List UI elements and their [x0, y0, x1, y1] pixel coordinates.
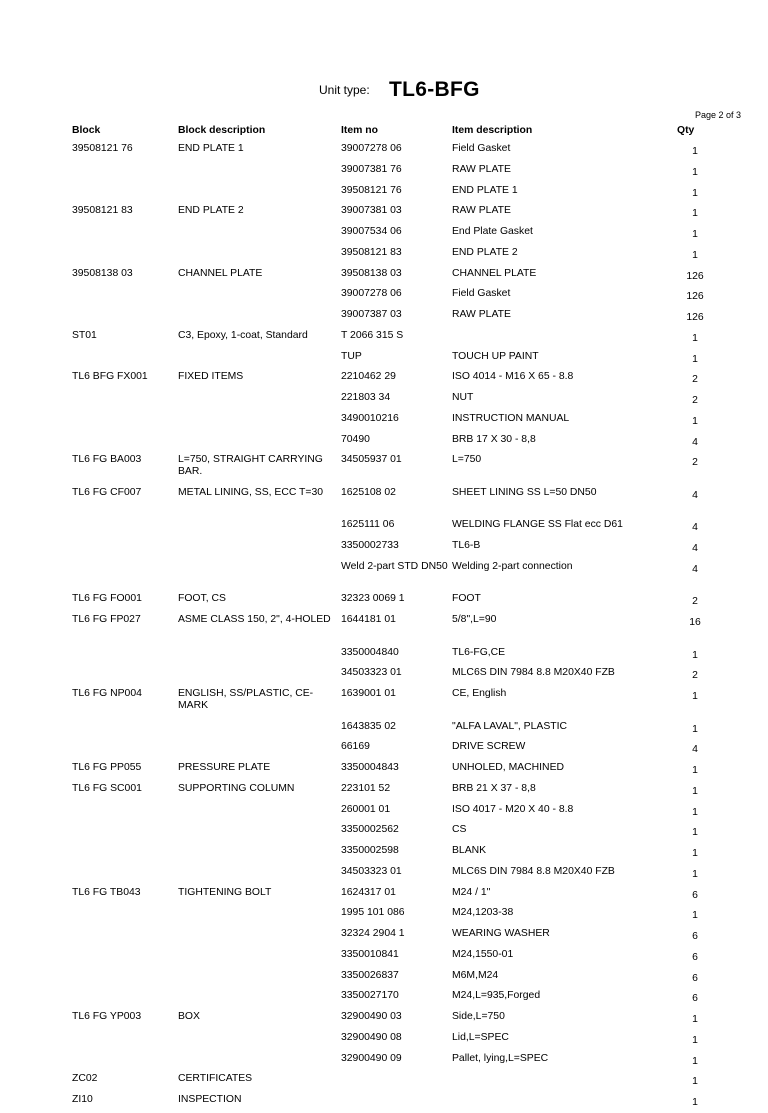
page-number: Page 2 of 3	[694, 110, 741, 120]
qty-cell: 6	[692, 972, 698, 984]
block-description-cell	[178, 224, 341, 245]
block-cell: TL6 FG FP027	[72, 614, 141, 625]
qty-cell: 126	[686, 312, 704, 323]
item-no-cell: T 2066 315 S	[341, 329, 404, 341]
block-description-cell	[178, 286, 341, 307]
block-cell	[72, 245, 178, 266]
qty-cell: 1	[692, 785, 698, 797]
qty-cell: 1	[692, 1014, 698, 1025]
qty-cell: 126	[686, 270, 704, 282]
table-row	[72, 1092, 724, 1113]
block-cell: TL6 FG YP003	[72, 1011, 142, 1022]
table-row	[72, 1071, 724, 1092]
block-cell: TL6 BFG FX001	[72, 371, 148, 383]
table-row	[72, 538, 724, 559]
block-description-cell: ENGLISH, SS/PLASTIC, CE-MARK	[178, 688, 314, 711]
item-no-cell: 1624317 01	[341, 886, 396, 898]
block-cell: 39508138 03	[72, 267, 133, 279]
block-cell: ZC02	[72, 1073, 98, 1085]
item-no-cell: 1644181 01	[341, 614, 396, 625]
item-description-cell	[452, 1092, 666, 1113]
block-cell	[72, 665, 178, 686]
qty-cell: 1	[692, 1055, 698, 1067]
qty-cell: 1	[692, 249, 698, 261]
item-description-cell: TL6-B	[452, 540, 481, 551]
item-no-cell: 223101 52	[341, 782, 391, 794]
table-row	[72, 645, 724, 666]
item-no-cell: 1995 101 086	[341, 907, 405, 919]
item-description-cell: WEARING WASHER	[452, 928, 550, 939]
block-description-cell	[178, 719, 341, 740]
table-row	[72, 559, 724, 592]
block-description-cell	[178, 905, 341, 926]
qty-cell: 4	[692, 489, 698, 501]
item-description-cell: "ALFA LAVAL", PLASTIC	[452, 720, 567, 732]
qty-cell: 1	[692, 910, 698, 922]
block-cell	[72, 645, 178, 666]
item-description-cell: M24,L=935,Forged	[452, 990, 541, 1002]
qty-cell: 1	[692, 208, 698, 220]
item-no-cell: 34503323 01	[341, 865, 402, 877]
block-description-cell	[178, 645, 341, 666]
block-cell	[72, 947, 178, 968]
item-description-cell: INSTRUCTION MANUAL	[452, 412, 570, 424]
block-description-cell	[178, 411, 341, 432]
column-header-block: Block	[72, 125, 101, 136]
qty-cell: 1	[692, 848, 698, 859]
item-description-cell: 5/8",L=90	[452, 614, 497, 625]
table-row	[72, 349, 724, 370]
qty-cell: 1	[692, 691, 698, 702]
block-cell	[72, 739, 178, 760]
block-cell	[72, 162, 178, 183]
table-row	[72, 843, 724, 864]
table-row	[72, 328, 724, 349]
table-row	[72, 183, 724, 204]
block-cell	[72, 802, 178, 823]
block-cell	[72, 1030, 178, 1051]
table-row	[72, 905, 724, 926]
block-cell	[72, 390, 178, 411]
block-cell	[72, 822, 178, 843]
table-row	[72, 864, 724, 885]
block-cell: TL6 FG CF007	[72, 486, 142, 498]
qty-cell: 1	[692, 415, 698, 427]
block-description-cell	[178, 245, 341, 266]
item-description-cell: ISO 4014 - M16 X 65 - 8.8	[452, 371, 574, 383]
qty-cell: 6	[692, 993, 698, 1005]
block-description-cell: TIGHTENING BOLT	[178, 886, 272, 898]
qty-cell: 1	[692, 1034, 698, 1046]
qty-cell: 2	[692, 374, 698, 386]
block-description-cell	[178, 968, 341, 989]
qty-cell: 1	[692, 353, 698, 365]
block-description-cell	[178, 802, 341, 823]
block-cell	[72, 307, 178, 328]
table-row	[72, 390, 724, 411]
item-description-cell: DRIVE SCREW	[452, 741, 526, 753]
block-description-cell	[178, 988, 341, 1009]
table-row	[72, 591, 724, 612]
table-row	[72, 988, 724, 1009]
block-description-cell: FOOT, CS	[178, 593, 226, 605]
qty-cell: 16	[689, 617, 701, 628]
table-row	[72, 686, 724, 719]
block-description-cell	[178, 739, 341, 760]
block-cell	[72, 538, 178, 559]
table-row	[72, 1051, 724, 1072]
item-description-cell: Welding 2-part connection	[452, 560, 573, 572]
block-description-cell	[178, 665, 341, 686]
item-no-cell: 39508121 83	[341, 246, 402, 258]
item-description-cell: Lid,L=SPEC	[452, 1031, 509, 1043]
item-no-cell: 3350004840	[341, 646, 399, 658]
block-cell	[72, 1051, 178, 1072]
block-cell: TL6 FG NP004	[72, 688, 142, 699]
item-no-cell	[341, 1071, 452, 1092]
block-description-cell: FIXED ITEMS	[178, 371, 244, 383]
qty-cell: 2	[692, 395, 698, 406]
block-description-cell: METAL LINING, SS, ECC T=30	[178, 486, 324, 498]
block-description-cell: SUPPORTING COLUMN	[178, 782, 295, 794]
block-description-cell	[178, 947, 341, 968]
table-row	[72, 432, 724, 453]
item-no-cell: 32323 0069 1	[341, 593, 405, 605]
block-description-cell: END PLATE 2	[178, 205, 244, 217]
table-header-row	[72, 123, 724, 141]
block-cell	[72, 926, 178, 947]
item-description-cell	[452, 328, 666, 349]
item-description-cell: TL6-FG,CE	[452, 646, 506, 658]
item-no-cell: 3350002733	[341, 540, 399, 551]
table-row	[72, 822, 724, 843]
item-no-cell: 221803 34	[341, 392, 391, 403]
block-description-cell	[178, 538, 341, 559]
item-description-cell: CHANNEL PLATE	[452, 267, 537, 279]
item-no-cell: 3350010841	[341, 948, 399, 960]
table-row	[72, 760, 724, 781]
qty-cell: 2	[692, 457, 698, 469]
block-cell: TL6 FG SC001	[72, 782, 142, 794]
item-description-cell: MLC6S DIN 7984 8.8 M20X40 FZB	[452, 667, 615, 679]
qty-cell: 1	[692, 166, 698, 178]
block-cell	[72, 864, 178, 885]
qty-cell: 2	[692, 596, 698, 608]
block-description-cell	[178, 162, 341, 183]
item-description-cell: Field Gasket	[452, 288, 511, 300]
item-no-cell	[341, 1092, 452, 1113]
item-no-cell: 39007278 06	[341, 143, 402, 154]
block-description-cell	[178, 559, 341, 592]
qty-cell: 4	[692, 543, 698, 554]
block-cell	[72, 183, 178, 204]
parts-table	[72, 123, 724, 1113]
item-description-cell: ISO 4017 - M20 X 40 - 8.8	[452, 803, 574, 815]
table-row	[72, 203, 724, 224]
qty-cell: 6	[692, 951, 698, 963]
table-row	[72, 307, 724, 328]
item-description-cell: M24 / 1"	[452, 886, 491, 898]
table-row	[72, 369, 724, 390]
block-cell	[72, 719, 178, 740]
item-no-cell: 3490010216	[341, 412, 399, 424]
qty-cell: 1	[692, 1076, 698, 1088]
item-no-cell: 39508138 03	[341, 267, 402, 279]
item-no-cell: 34505937 01	[341, 454, 402, 466]
table-row	[72, 1030, 724, 1051]
item-description-cell: END PLATE 2	[452, 246, 518, 258]
block-cell: 39508121 83	[72, 205, 133, 217]
item-description-cell: RAW PLATE	[452, 205, 511, 217]
item-no-cell: 3350027170	[341, 990, 399, 1002]
block-cell	[72, 411, 178, 432]
item-description-cell: Field Gasket	[452, 143, 511, 154]
qty-cell: 1	[692, 146, 698, 157]
table-row	[72, 517, 724, 538]
block-description-cell: BOX	[178, 1011, 200, 1022]
table-row	[72, 719, 724, 740]
item-description-cell: Side,L=750	[452, 1011, 505, 1022]
table-row	[72, 612, 724, 645]
unit-type-value: TL6-BFG	[389, 78, 480, 101]
table-row	[72, 665, 724, 686]
qty-cell: 4	[692, 744, 698, 756]
qty-cell: 1	[692, 806, 698, 818]
block-description-cell: END PLATE 1	[178, 143, 244, 154]
item-no-cell: 1643835 02	[341, 720, 396, 732]
table-row	[72, 781, 724, 802]
item-no-cell: 32324 2904 1	[341, 928, 405, 939]
qty-cell: 4	[692, 563, 698, 575]
block-cell: TL6 FG TB043	[72, 886, 141, 898]
qty-cell: 2	[692, 670, 698, 682]
column-header-qty: Qty	[677, 125, 695, 136]
table-row	[72, 286, 724, 307]
column-header-item-no: Item no	[341, 125, 378, 136]
column-header-item-description: Item description	[452, 125, 533, 136]
block-description-cell: INSPECTION	[178, 1094, 242, 1105]
block-cell	[72, 968, 178, 989]
item-no-cell: 3350002598	[341, 845, 399, 856]
block-cell	[72, 517, 178, 538]
block-description-cell	[178, 822, 341, 843]
block-cell: ZI10	[72, 1094, 93, 1105]
block-description-cell	[178, 307, 341, 328]
table-row	[72, 1009, 724, 1030]
block-cell	[72, 559, 178, 592]
block-description-cell	[178, 183, 341, 204]
item-description-cell: WELDING FLANGE SS Flat ecc D61	[452, 519, 623, 531]
table-row	[72, 266, 724, 287]
item-description-cell: NUT	[452, 392, 474, 403]
block-description-cell	[178, 1030, 341, 1051]
item-description-cell: FOOT	[452, 593, 481, 605]
item-description-cell: L=750	[452, 454, 482, 466]
block-cell: TL6 FG BA003	[72, 454, 142, 466]
qty-cell: 126	[686, 291, 704, 303]
column-header-block-description: Block description	[178, 125, 266, 136]
table-row	[72, 947, 724, 968]
block-description-cell: ASME CLASS 150, 2", 4-HOLED	[178, 614, 331, 625]
table-row	[72, 802, 724, 823]
item-description-cell: RAW PLATE	[452, 163, 511, 175]
qty-cell: 4	[692, 522, 698, 534]
block-cell	[72, 843, 178, 864]
block-cell	[72, 286, 178, 307]
block-cell	[72, 988, 178, 1009]
qty-cell: 1	[692, 1097, 698, 1108]
table-row	[72, 485, 724, 518]
block-cell: ST01	[72, 329, 97, 341]
block-description-cell: L=750, STRAIGHT CARRYING BAR.	[178, 454, 323, 478]
qty-cell: 1	[692, 827, 698, 839]
block-description-cell	[178, 517, 341, 538]
block-cell: 39508121 76	[72, 143, 133, 154]
item-description-cell: BRB 17 X 30 - 8,8	[452, 433, 536, 445]
item-no-cell: TUP	[341, 350, 362, 362]
block-cell	[72, 224, 178, 245]
item-no-cell: 2210462 29	[341, 371, 396, 383]
table-row	[72, 162, 724, 183]
table-row	[72, 452, 724, 485]
item-description-cell: RAW PLATE	[452, 309, 511, 320]
item-no-cell: 39007534 06	[341, 226, 402, 237]
item-no-cell: 34503323 01	[341, 667, 402, 679]
block-cell	[72, 905, 178, 926]
item-description-cell: BRB 21 X 37 - 8,8	[452, 782, 536, 794]
qty-cell: 1	[692, 332, 698, 344]
qty-cell: 1	[692, 229, 698, 240]
qty-cell: 6	[692, 889, 698, 901]
item-no-cell: 32900490 08	[341, 1031, 402, 1043]
qty-cell: 1	[692, 868, 698, 880]
qty-cell: 1	[692, 649, 698, 661]
table-row	[72, 739, 724, 760]
item-no-cell: 3350026837	[341, 969, 399, 981]
block-cell: TL6 FG FO001	[72, 593, 142, 605]
item-no-cell: 70490	[341, 433, 370, 445]
table-row	[72, 141, 724, 162]
item-no-cell: 32900490 09	[341, 1052, 402, 1064]
item-description-cell: TOUCH UP PAINT	[452, 350, 539, 362]
block-description-cell	[178, 1051, 341, 1072]
item-no-cell: 3350002562	[341, 824, 399, 836]
block-description-cell	[178, 843, 341, 864]
item-no-cell: 39007381 03	[341, 205, 402, 217]
item-no-cell: 260001 01	[341, 803, 391, 815]
block-description-cell: C3, Epoxy, 1-coat, Standard	[178, 329, 308, 341]
item-no-cell: 1625108 02	[341, 486, 396, 498]
block-description-cell: CERTIFICATES	[178, 1073, 253, 1085]
item-description-cell: M24,1550-01	[452, 948, 514, 960]
table-row	[72, 245, 724, 266]
item-description-cell: END PLATE 1	[452, 184, 518, 196]
block-description-cell: PRESSURE PLATE	[178, 762, 271, 773]
item-description-cell: CS	[452, 824, 467, 836]
item-description-cell: M6M,M24	[452, 969, 499, 981]
unit-type-label: Unit type:	[319, 83, 370, 97]
item-no-cell: 39007381 76	[341, 163, 402, 175]
item-description-cell: End Plate Gasket	[452, 226, 533, 237]
item-description-cell: UNHOLED, MACHINED	[452, 762, 564, 773]
qty-cell: 1	[692, 187, 698, 199]
block-cell: TL6 FG PP055	[72, 762, 142, 773]
block-description-cell	[178, 349, 341, 370]
table-row	[72, 926, 724, 947]
item-description-cell: SHEET LINING SS L=50 DN50	[452, 486, 597, 498]
item-description-cell: CE, English	[452, 688, 507, 699]
block-description-cell	[178, 864, 341, 885]
item-no-cell: 66169	[341, 741, 370, 753]
qty-cell: 1	[692, 765, 698, 776]
qty-cell: 4	[692, 436, 698, 448]
qty-cell: 6	[692, 931, 698, 942]
block-cell	[72, 432, 178, 453]
qty-cell: 1	[692, 723, 698, 735]
block-cell	[72, 349, 178, 370]
item-no-cell: 1625111 06	[341, 519, 395, 531]
item-description-cell: BLANK	[452, 845, 487, 856]
item-description-cell: M24,1203-38	[452, 907, 514, 919]
item-description-cell	[452, 1071, 666, 1092]
table-row	[72, 224, 724, 245]
table-row	[72, 411, 724, 432]
table-row	[72, 968, 724, 989]
item-no-cell: 1639001 01	[341, 688, 396, 699]
item-no-cell: 32900490 03	[341, 1011, 402, 1022]
item-no-cell: 39007387 03	[341, 309, 402, 320]
item-description-cell: MLC6S DIN 7984 8.8 M20X40 FZB	[452, 865, 615, 877]
table-body	[72, 141, 724, 1113]
block-description-cell	[178, 432, 341, 453]
item-no-cell: Weld 2-part STD DN50	[341, 560, 448, 572]
table-row	[72, 885, 724, 906]
item-no-cell: 39508121 76	[341, 184, 402, 196]
item-no-cell: 3350004843	[341, 762, 399, 773]
block-description-cell	[178, 390, 341, 411]
block-description-cell	[178, 926, 341, 947]
block-description-cell: CHANNEL PLATE	[178, 267, 263, 279]
unit-type-header	[0, 78, 768, 108]
item-description-cell: Pallet, lying,L=SPEC	[452, 1052, 549, 1064]
item-no-cell: 39007278 06	[341, 288, 402, 300]
